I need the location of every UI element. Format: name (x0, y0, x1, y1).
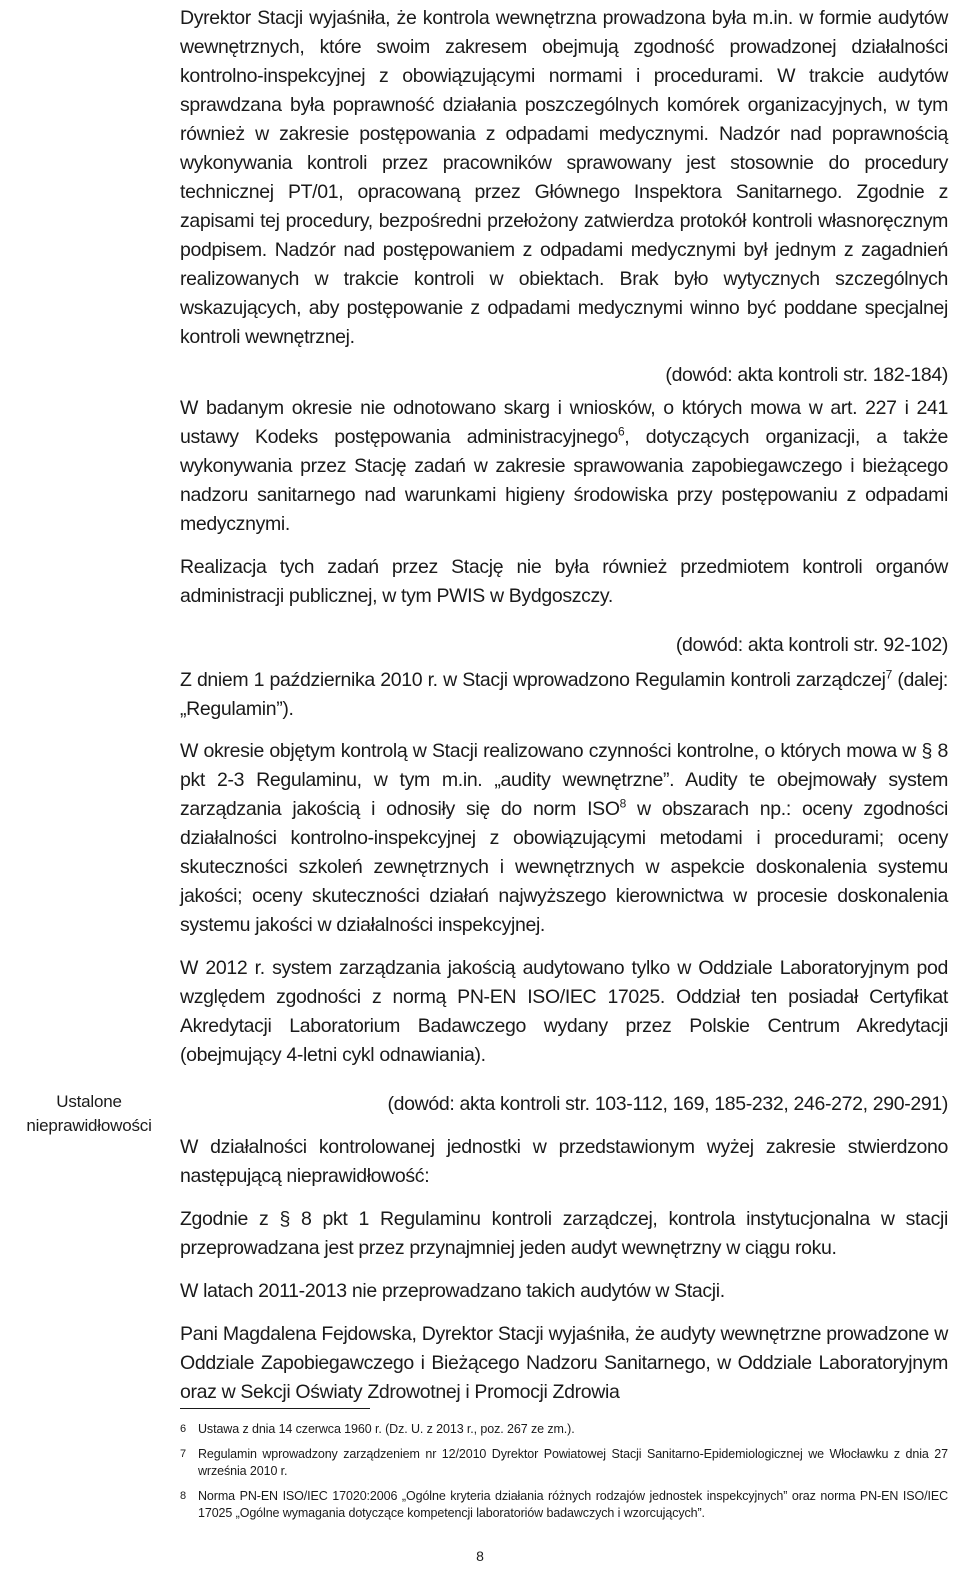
footnote-number: 6 (180, 1423, 187, 1435)
footnote-ref-6: 6 (617, 424, 625, 439)
footnote-ref-8: 8 (619, 796, 626, 811)
evidence-reference-2: (dowód: akta kontroli str. 92-102) (675, 634, 948, 656)
margin-heading-line-1: Ustalone (56, 1092, 122, 1111)
paragraph-audits-text-b: w obszarach np.: oceny zgodności działalności kontrolno-inspekcyjnej z obowiązującymi metodami i procedurami; oceny skuteczności szkoleń zewnętrznych i wewnętrznych w aspekcie doskonalenia systemu jakości; oceny skuteczności działań najwyższego kierownictwa w procesie doskonalenia systemu jakości w działalności inspekcyjnej. (180, 798, 948, 936)
paragraph-no-audits: W latach 2011-2013 nie przeprowadzano takich audytów w Stacji. (180, 1280, 725, 1302)
page-number: 8 (476, 1548, 484, 1564)
footnote-6 (180, 1421, 948, 1438)
footnotes (180, 1408, 948, 1530)
paragraph-audits (180, 737, 948, 940)
paragraph-complaints-text-b: , dotyczących organizacji, a także wykonywania przez Stację zadań w zakresie sprawowania zapobiegawczego i bieżącego nadzoru sanitarnego nad warunkami higieny środowiska przy postępowaniu z odpadami medycznymi. (180, 426, 948, 535)
paragraph-regulation-requirement: Zgodnie z § 8 pkt 1 Regulaminu kontroli zarządczej, kontrola instytucjonalna w stacji przeprowadzana jest przez przynajmniej jeden audyt wewnętrzny w ciągu roku. (180, 1208, 948, 1259)
footnote-text: Ustawa z dnia 14 czerwca 1960 r. (Dz. U. z 2013 r., poz. 267 ze zm.). (198, 1422, 575, 1436)
footnote-ref-7: 7 (885, 667, 892, 682)
paragraph-laboratory: W 2012 r. system zarządzania jakością audytowano tylko w Oddziale Laboratoryjnym pod względem zgodności z normą PN-EN ISO/IEC 17025. Oddział ten posiadał Certyfikat Akredytacji Laboratorium Badawczego wydany przez Polskie Centrum Akredytacji (obejmujący 4-letni cykl odnawiania). (180, 957, 948, 1066)
footnote-number: 7 (180, 1448, 187, 1460)
paragraph-external-control: Realizacja tych zadań przez Stację nie była również przedmiotem kontroli organów administracji publicznej, w tym PWIS w Bydgoszczy. (180, 556, 948, 607)
footnote-text: Norma PN-EN ISO/IEC 17020:2006 „Ogólne kryteria działania różnych rodzajów jednostek inspekcyjnych” oraz norma PN-EN ISO/IEC 17025 „Ogólne wymagania dotyczące kompetencji laboratoriów badawczych i wzorcujących”. (198, 1489, 948, 1520)
footnote-text: Regulamin wprowadzony zarządzeniem nr 12/2010 Dyrektor Powiatowej Stacji Sanitarno-Epidemiologicznej we Włocławku z dnia 27 września 2010 r. (198, 1447, 948, 1478)
paragraph-regulation-text-a: Z dniem 1 października 2010 r. w Stacji wprowadzono Regulamin kontroli zarządczej (180, 669, 886, 691)
main-text (180, 4, 948, 1407)
evidence-reference-1: (dowód: akta kontroli str. 182-184) (665, 364, 948, 386)
margin-heading-irregularities (14, 1090, 164, 1138)
paragraph-audits-text-a: W okresie objętym kontrolą w Stacji realizowano czynności kontrolne, o których mowa w § 8 pkt 2-3 Regulaminu, w tym m.in. „audity wewnętrzne”. Audity te obejmowały system zarządzania jakością i odnosiły się do norm ISO (180, 740, 948, 820)
evidence-reference-3: (dowód: akta kontroli str. 103-112, 169, 185-232, 246-272, 290-291) (387, 1093, 948, 1115)
paragraph-complaints-text-a: W badanym okresie nie odnotowano skarg i wniosków, o których mowa w art. 227 i 241 ustawy Kodeks postępowania administracyjnego (180, 397, 948, 448)
paragraph-director-explanation: Pani Magdalena Fejdowska, Dyrektor Stacji wyjaśniła, że audyty wewnętrzne prowadzone w Oddziale Zapobiegawczego i Bieżącego Nadzoru Sanitarnego, w Oddziale Laboratoryjnym oraz w Sekcji Oświaty Zdrowotnej i Promocji Zdrowia (180, 1323, 948, 1403)
footnote-7 (180, 1446, 948, 1480)
margin-heading-line-2: nieprawidłowości (26, 1116, 152, 1135)
paragraph-findings-intro: W działalności kontrolowanej jednostki w przedstawionym wyżej zakresie stwierdzono następującą nieprawidłowość: (180, 1136, 948, 1187)
footnote-separator (180, 1408, 370, 1409)
paragraph-complaints (180, 394, 948, 539)
footnote-number: 8 (180, 1490, 187, 1502)
paragraph-internal-control: Dyrektor Stacji wyjaśniła, że kontrola wewnętrzna prowadzona była m.in. w formie audytów wewnętrznych, które swoim zakresem obejmują zgodność prowadzonej działalności kontrolno-inspekcyjnej z obowiązującymi normami i procedurami. W trakcie audytów sprawdzana była poprawność działania poszczególnych komórek organizacyjnych, w tym również w zakresie postępowania z odpadami medycznymi. Nadzór nad poprawnością wykonywania kontroli przez pracowników sprawowany jest stosownie do procedury technicznej PT/01, opracowaną przez Głównego Inspektora Sanitarnego. Zgodnie z zapisami tej procedury, bezpośredni przełożony zatwierdza protokół kontroli własnoręcznym podpisem. Nadzór nad postępowaniem z odpadami medycznymi był jednym z zagadnień realizowanych w trakcie kontroli w obiektach. Brak było wytycznych szczególnych wskazujących, aby postępowanie z odpadami medycznymi winno być poddane specjalnej kontroli wewnętrznej. (180, 7, 948, 348)
paragraph-regulation (180, 666, 948, 724)
footnote-8 (180, 1488, 948, 1522)
paragraph-regulation-text-b: (dalej: „Regulamin”). (180, 669, 948, 720)
